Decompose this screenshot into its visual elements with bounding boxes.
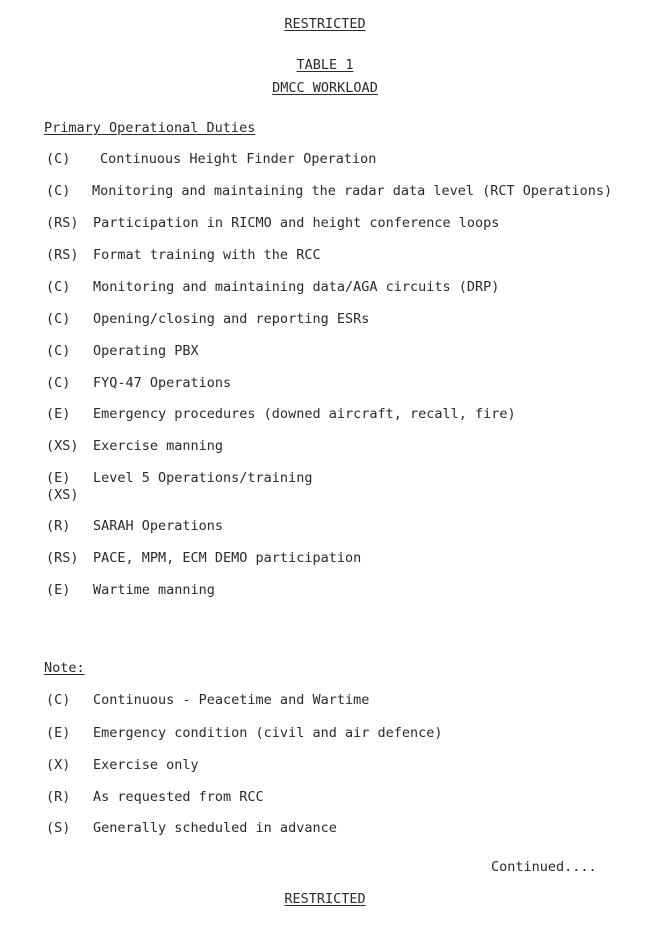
item-text: Continuous Height Finder Operation <box>100 151 377 167</box>
item-text: Participation in RICMO and height conference loops <box>93 215 500 231</box>
classification-bottom: RESTRICTED <box>284 891 366 907</box>
item-code: (R) <box>46 518 71 534</box>
item-code: (X) <box>46 757 71 773</box>
note-heading: Note: <box>44 660 85 676</box>
table-title: DMCC WORKLOAD <box>272 80 378 96</box>
item-code: (C) <box>46 151 71 167</box>
item-code: (RS) <box>46 215 79 231</box>
item-code: (E) <box>46 406 71 422</box>
section-heading: Primary Operational Duties <box>44 120 256 136</box>
item-text: PACE, MPM, ECM DEMO participation <box>93 550 362 566</box>
item-code: (E) <box>46 725 71 741</box>
item-text: Continuous - Peacetime and Wartime <box>93 692 370 708</box>
item-code: (C) <box>46 343 71 359</box>
item-text: Emergency condition (civil and air defence) <box>93 725 443 741</box>
item-text: Monitoring and maintaining the radar data level (RCT Operations) <box>92 183 613 199</box>
item-text: Opening/closing and reporting ESRs <box>93 311 370 327</box>
item-text: Wartime manning <box>93 582 215 598</box>
item-code: (R) <box>46 789 71 805</box>
item-code: (XS) <box>46 438 79 454</box>
item-text: As requested from RCC <box>93 789 264 805</box>
item-text: Exercise only <box>93 757 199 773</box>
item-text: SARAH Operations <box>93 518 224 534</box>
table-number: TABLE 1 <box>296 57 354 73</box>
item-code: (C) <box>46 375 71 391</box>
item-text: Generally scheduled in advance <box>93 820 337 836</box>
item-code: (RS) <box>46 247 79 263</box>
item-code: (C) <box>46 692 71 708</box>
item-code: (C) <box>46 183 71 199</box>
item-code: (C) <box>46 279 71 295</box>
item-text: Emergency procedures (downed aircraft, recall, fire) <box>93 406 516 422</box>
item-code: (E) <box>46 582 71 598</box>
item-code: (E) (XS) <box>46 470 79 503</box>
item-text: Format training with the RCC <box>93 247 321 263</box>
continued-text: Continued.... <box>491 859 597 875</box>
item-text: Operating PBX <box>93 343 199 359</box>
item-text: Monitoring and maintaining data/AGA circuits (DRP) <box>93 279 500 295</box>
item-code: (C) <box>46 311 71 327</box>
classification-top: RESTRICTED <box>284 16 366 32</box>
item-text: Level 5 Operations/training <box>93 470 313 486</box>
item-code: (S) <box>46 820 71 836</box>
item-code: (RS) <box>46 550 79 566</box>
item-text: Exercise manning <box>93 438 224 454</box>
item-text: FYQ-47 Operations <box>93 375 232 391</box>
